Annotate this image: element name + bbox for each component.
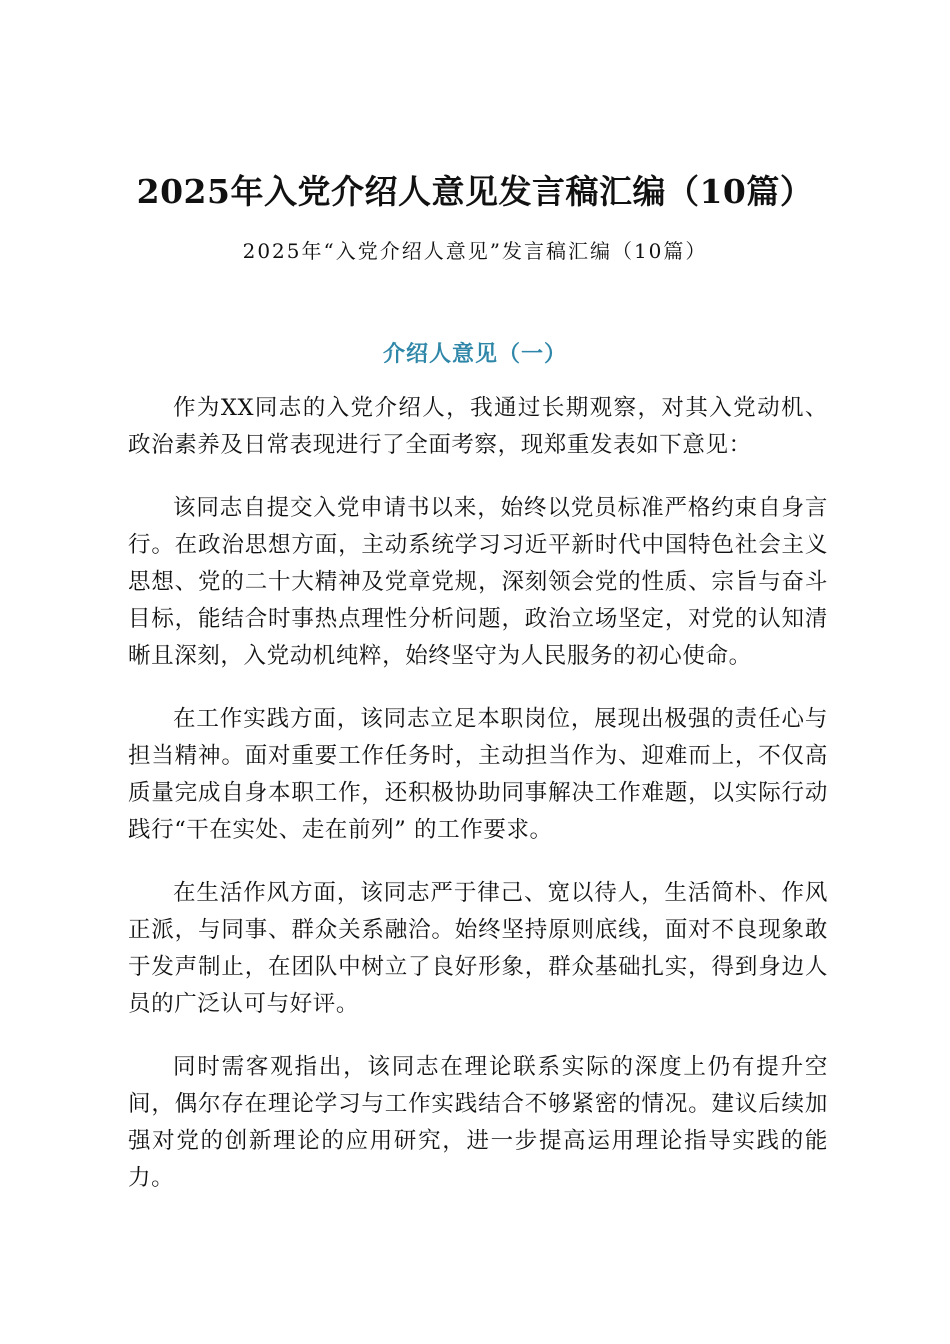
document-body	[128, 390, 828, 1223]
document-subtitle: 2025年“入党介绍人意见”发言稿汇编（10篇）	[242, 239, 708, 263]
paragraph-intro: 作为XX同志的入党介绍人，我通过长期观察，对其入党动机、政治素养及日常表现进行了全面考察，现郑重发表如下意见：	[128, 395, 828, 458]
paragraph-improvement: 同时需客观指出，该同志在理论联系实际的深度上仍有提升空间，偶尔存在理论学习与工作实践结合不够紧密的情况。建议后续加强对党的创新理论的应用研究，进一步提高运用理论指导实践的能力。	[128, 1054, 828, 1191]
section-heading: 介绍人意见（一）	[382, 341, 567, 367]
paragraph-lifestyle: 在生活作风方面，该同志严于律己、宽以待人，生活简朴、作风正派，与同事、群众关系融洽。始终坚持原则底线，面对不良现象敢于发声制止，在团队中树立了良好形象，群众基础扎实，得到身边人员的广泛认可与好评。	[128, 880, 828, 1017]
document-title: 2025年入党介绍人意见发言稿汇编（10篇）	[136, 172, 814, 211]
paragraph-political: 该同志自提交入党申请书以来，始终以党员标准严格约束自身言行。在政治思想方面，主动系统学习习近平新时代中国特色社会主义思想、党的二十大精神及党章党规，深刻领会党的性质、宗旨与奋斗目标，能结合时事热点理性分析问题，政治立场坚定，对党的认知清晰且深刻，入党动机纯粹，始终坚守为人民服务的初心使命。	[128, 495, 828, 669]
paragraph-work: 在工作实践方面，该同志立足本职岗位，展现出极强的责任心与担当精神。面对重要工作任务时，主动担当作为、迎难而上，不仅高质量完成自身本职工作，还积极协助同事解决工作难题，以实际行动践行“干在实处、走在前列” 的工作要求。	[128, 706, 828, 843]
